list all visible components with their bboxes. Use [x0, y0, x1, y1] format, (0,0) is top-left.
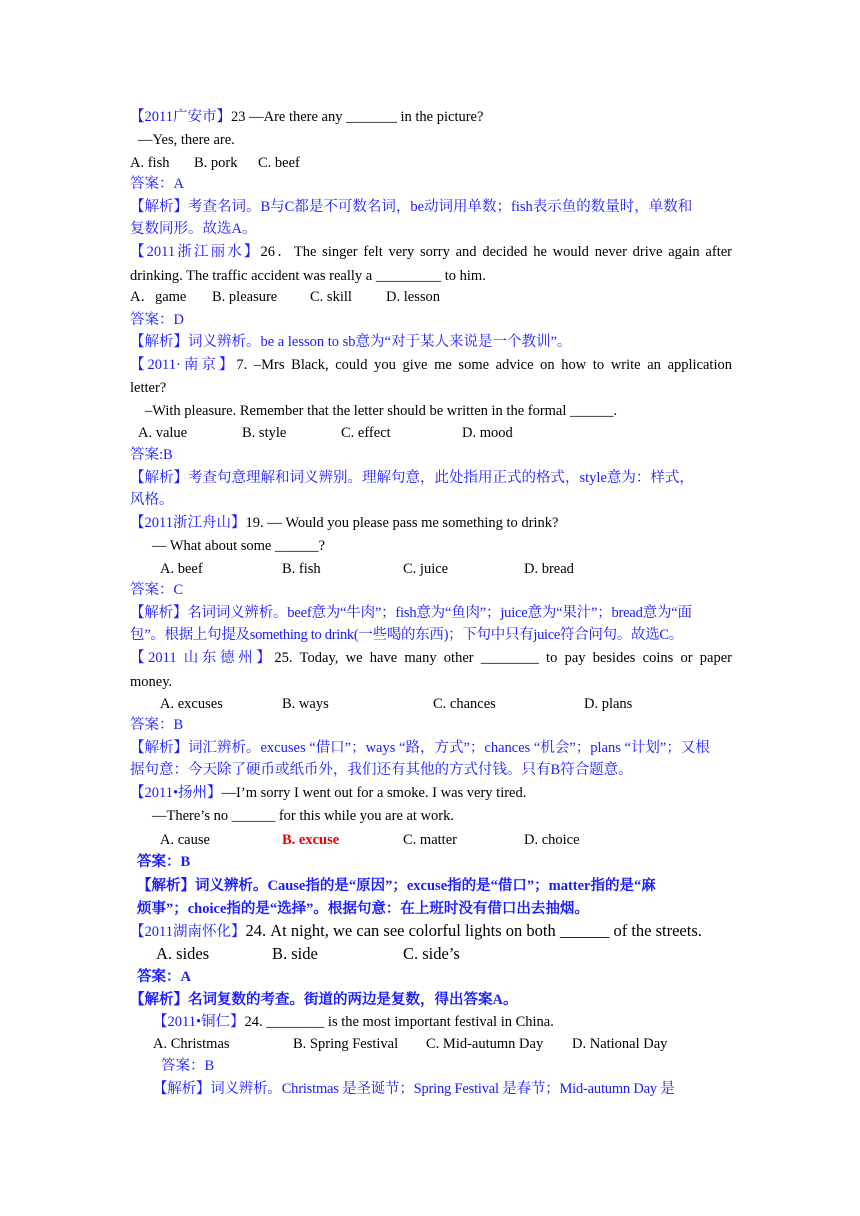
question-4-stem: 【2011浙江舟山】19. — Would you please pass me something to drink? — [130, 515, 559, 531]
question-5-options — [160, 694, 762, 714]
option: D. lesson — [386, 289, 440, 305]
question-8-stem: 【2011•铜仁】24. ________ is the most important festival in China. — [153, 1014, 554, 1030]
option: C. skill — [310, 289, 352, 305]
question-4-analysis-cont: 包”。根据上句提及something to drink(一些喝的东西)；下句中只有juice符合问句。故选C。 — [130, 627, 683, 643]
option: C. Mid-autumn Day — [426, 1036, 544, 1052]
question-6-reply: —There’s no ______ for this while you are at work. — [152, 808, 455, 824]
question-source: 【2011·南京】 — [130, 357, 237, 373]
option: C. side’s — [403, 944, 460, 963]
question-3-stem: 【2011·南京】7. –Mrs Black, could you give me some advice on how to write an application — [130, 357, 732, 373]
question-1-options — [130, 153, 732, 173]
question-3-analysis: 【解析】考查句意理解和词义辨别。理解句意，此处指用正式的格式，style意为：样式， — [130, 470, 694, 486]
question-5-stem-cont: money. — [130, 674, 173, 690]
option: B. pork — [194, 155, 238, 171]
question-5-answer: 答案：B — [130, 717, 184, 733]
question-8-analysis: 【解析】词义辨析。Christmas 是圣诞节；Spring Festival 是春节；Mid-autumn Day 是 — [153, 1081, 675, 1097]
option: A．game — [130, 289, 187, 305]
question-source: 【2011湖南怀化】 — [130, 924, 246, 940]
question-2-options — [130, 287, 732, 307]
question-source: 【2011•扬州】 — [130, 785, 222, 801]
option: D. bread — [524, 561, 574, 577]
question-8-options — [153, 1034, 755, 1054]
question-source: 【2011浙江舟山】 — [130, 515, 246, 531]
question-2-answer: 答案：D — [130, 312, 184, 328]
question-1-stem: 【2011广安市】23 —Are there any _______ in the picture? — [130, 109, 484, 125]
question-8-answer: 答案：B — [161, 1058, 215, 1074]
question-5-stem: 【2011 山东德州】25. Today, we have many other ________ to pay besides coins or paper — [130, 650, 732, 666]
option: A. fish — [130, 155, 170, 171]
question-6-answer: 答案：B — [137, 854, 191, 870]
question-2-analysis: 【解析】词义辨析。be a lesson to sb意为“对于某人来说是一个教训”。 — [130, 334, 572, 350]
question-3-reply: –With pleasure. Remember that the letter should be written in the formal ______. — [145, 403, 618, 419]
option: A. excuses — [160, 696, 223, 712]
question-4-answer: 答案：C — [130, 582, 184, 598]
option: B. pleasure — [212, 289, 278, 305]
question-1-analysis-cont: 复数同形。故选A。 — [130, 221, 257, 237]
question-7-stem: 【2011湖南怀化】24. At night, we can see colorful lights on both ______ of the streets. — [130, 921, 702, 940]
question-3-answer: 答案:B — [130, 447, 173, 463]
question-1-analysis: 【解析】考查名词。B与C都是不可数名词，be动词用单数；fish表示鱼的数量时，单数和 — [130, 199, 693, 215]
option: C. effect — [341, 425, 391, 441]
option: D. plans — [584, 696, 633, 712]
question-2-stem-cont: drinking. The traffic accident was really a _________ to him. — [130, 268, 486, 284]
option: B. style — [242, 425, 287, 441]
question-3-analysis-cont: 风格。 — [130, 492, 174, 508]
question-source: 【2011•铜仁】 — [153, 1014, 245, 1030]
option: B. ways — [282, 696, 329, 712]
option: B. side — [272, 944, 318, 963]
question-6-options — [160, 830, 762, 850]
question-6-analysis: 【解析】词义辨析。Cause指的是“原因”；excuse指的是“借口”；matter指的是“麻 — [137, 878, 656, 894]
option: C. chances — [433, 696, 496, 712]
question-source: 【2011 山东德州】 — [130, 650, 275, 666]
question-source: 【2011广安市】 — [130, 109, 231, 125]
question-7-analysis: 【解析】名词复数的考查。街道的两边是复数，得出答案A。 — [130, 992, 518, 1008]
question-1-answer: 答案：A — [130, 176, 184, 192]
option: A. Christmas — [153, 1036, 230, 1052]
question-source: 【2011浙江丽水】 — [130, 244, 261, 260]
question-3-stem-cont: letter? — [130, 380, 167, 396]
option: B. fish — [282, 561, 321, 577]
question-7-answer: 答案：A — [137, 969, 191, 985]
question-5-analysis-cont: 据句意：今天除了硬币或纸币外，我们还有其他的方式付钱。只有B符合题意。 — [130, 762, 633, 778]
option: D. choice — [524, 832, 580, 848]
question-6-stem: 【2011•扬州】—I’m sorry I went out for a smoke. I was very tired. — [130, 785, 527, 801]
option: C. juice — [403, 561, 449, 577]
question-4-reply: — What about some ______? — [152, 538, 325, 554]
question-5-analysis: 【解析】词汇辨析。excuses “借口”；ways “路，方式”；chances “机会”；plans “计划”；又根 — [130, 740, 710, 756]
option: C. beef — [258, 155, 300, 171]
question-2-stem: 【2011浙江丽水】26．The singer felt very sorry and decided he would never drive again after — [130, 244, 732, 260]
option: D. mood — [462, 425, 513, 441]
question-3-options — [138, 423, 740, 443]
question-4-options — [160, 559, 762, 579]
option-correct: B. excuse — [282, 832, 340, 848]
option: D. National Day — [572, 1036, 668, 1052]
option: A. beef — [160, 561, 203, 577]
option: A. sides — [156, 944, 210, 963]
question-6-analysis-cont: 烦事”；choice指的是“选择”。根据句意：在上班时没有借口出去抽烟。 — [137, 901, 589, 917]
option: C. matter — [403, 832, 457, 848]
question-1-reply: —Yes, there are. — [138, 132, 235, 148]
option: A. value — [138, 425, 188, 441]
question-7-options — [156, 944, 758, 964]
question-4-analysis: 【解析】名词词义辨析。beef意为“牛肉”；fish意为“鱼肉”；juice意为“果汁”；bread意为“面 — [130, 605, 692, 621]
option: B. Spring Festival — [293, 1036, 399, 1052]
option: A. cause — [160, 832, 210, 848]
